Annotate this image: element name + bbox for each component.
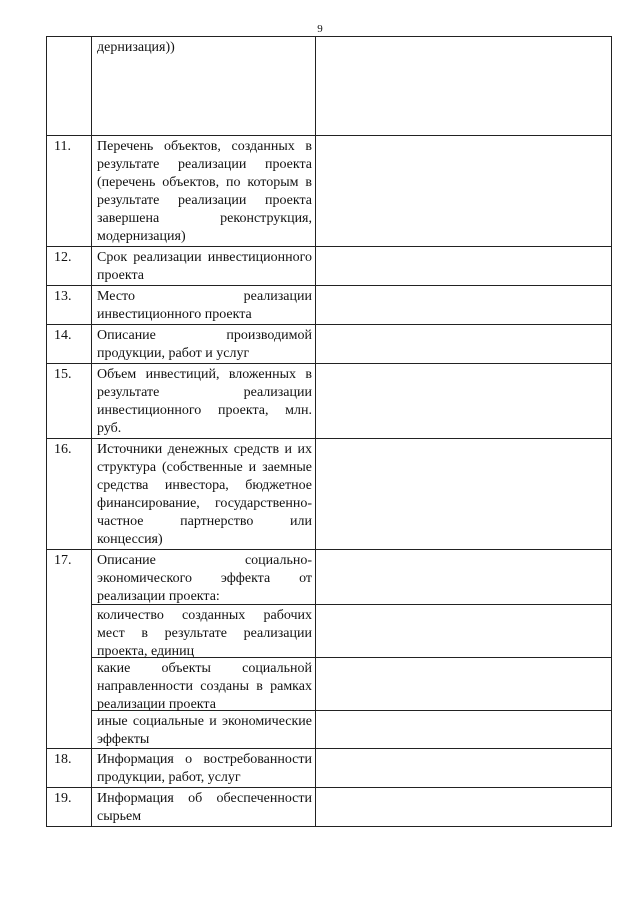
row-value-cell[interactable] — [316, 788, 612, 827]
row-value-cell[interactable] — [316, 247, 612, 286]
table-row — [47, 136, 612, 247]
table-row — [47, 364, 612, 439]
row-value-cell[interactable] — [316, 749, 612, 788]
row-description: Информация о востребованности продукции, работ, услуг — [92, 749, 316, 788]
row-number: 19. — [47, 788, 92, 827]
social-effect-heading-value[interactable] — [316, 550, 611, 605]
social-effect-jobs: количество созданных рабочих мест в результате реализации проекта, единиц — [92, 605, 315, 658]
row-number: 12. — [47, 247, 92, 286]
row-number: 14. — [47, 325, 92, 364]
row-value-cell[interactable] — [316, 286, 612, 325]
row-number: 13. — [47, 286, 92, 325]
social-effect-heading: Описание социально-экономического эффекта от реализации проекта: — [92, 550, 315, 605]
row-value-cell[interactable] — [316, 439, 612, 550]
page-number: 9 — [317, 23, 323, 35]
table-row — [47, 439, 612, 550]
social-effect-facilities: какие объекты социальной направленности созданы в рамках реализации проекта — [92, 658, 315, 711]
social-effect-jobs-value[interactable] — [316, 605, 611, 658]
row-description: Срок реализации инвестиционного проекта — [92, 247, 316, 286]
row-description: Источники денежных средств и их структура (собственные и заемные средства инвестора, бюджетное финансирование, государственно-частное партнерство или концессия) — [92, 439, 316, 550]
table-row — [47, 37, 612, 136]
row-description: Объем инвестиций, вложенных в результате реализации инвестиционного проекта, млн. руб. — [92, 364, 316, 439]
social-effect-other-value[interactable] — [316, 711, 611, 748]
social-effect-other: иные социальные и экономические эффекты — [97, 714, 312, 747]
table-row — [47, 788, 612, 827]
project-info-table — [46, 36, 612, 827]
table-row — [47, 286, 612, 325]
row-number — [47, 37, 92, 136]
row-value-cell[interactable] — [316, 136, 612, 247]
row-number: 11. — [47, 136, 92, 247]
row-number: 17. — [47, 550, 92, 749]
row-description: Перечень объектов, созданных в результате реализации проекта (перечень объектов, по которым в результате реализации проекта завершена реконструкция, модернизация) — [92, 136, 316, 247]
row-value-cell — [316, 550, 612, 749]
row-description: Описание производимой продукции, работ и услуг — [92, 325, 316, 364]
row-number: 18. — [47, 749, 92, 788]
row-description: Место реализации инвестиционного проекта — [92, 286, 316, 325]
row-value-cell[interactable] — [316, 364, 612, 439]
row-value-cell[interactable] — [316, 325, 612, 364]
row-description — [92, 550, 316, 749]
table-row — [47, 749, 612, 788]
table-row — [47, 550, 612, 749]
row-number: 15. — [47, 364, 92, 439]
row-description: Информация об обеспеченности сырьем — [92, 788, 316, 827]
row-description: дернизация)) — [92, 37, 316, 136]
table-row — [47, 325, 612, 364]
table-row — [47, 247, 612, 286]
row-value-cell[interactable] — [316, 37, 612, 136]
row-number: 16. — [47, 439, 92, 550]
social-effect-facilities-value[interactable] — [316, 658, 611, 711]
